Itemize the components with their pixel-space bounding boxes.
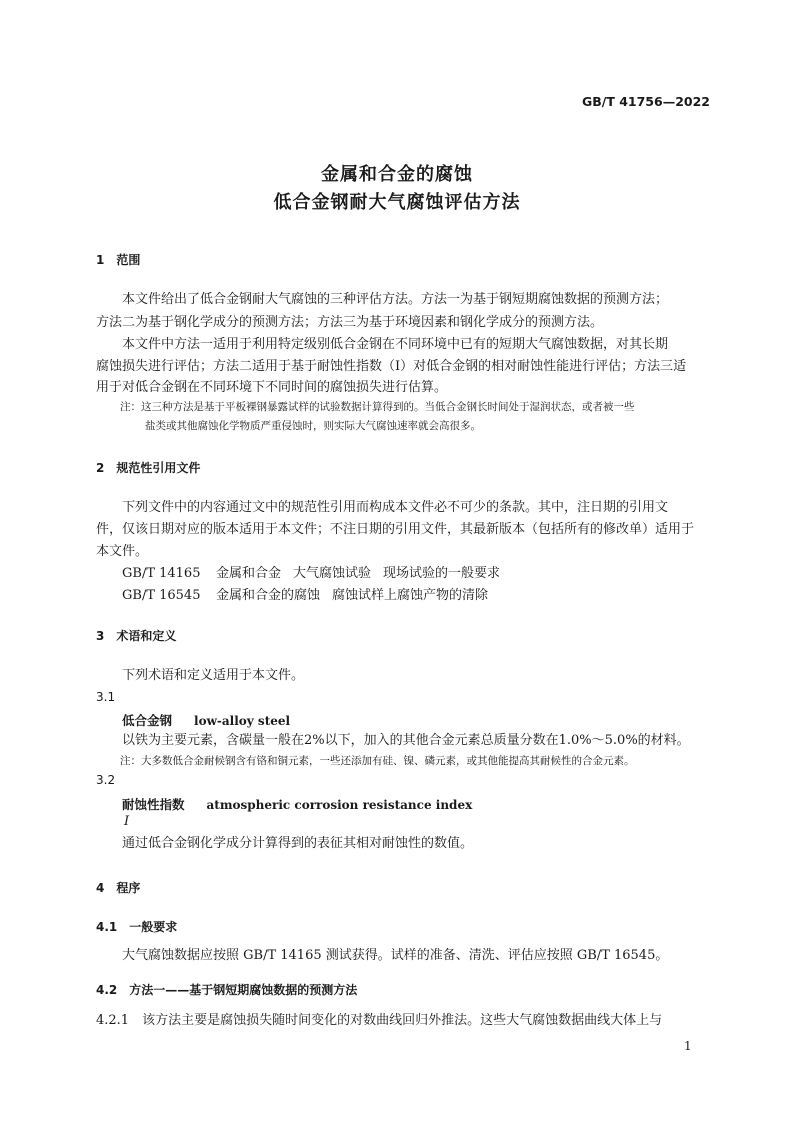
ref-title-part1: 金属和合金 — [216, 566, 282, 581]
doc-title-line1: 金属和合金的腐蚀 — [321, 164, 473, 185]
section-4-heading: 4 程序 — [96, 881, 141, 895]
term-3-1-definition: 以铁为主要元素，含碳量一般在2%以下，加入的其他合金元素总质量分数在1.0%～5.0%的材料。 — [122, 733, 690, 748]
term-3-2-definition: 通过低合金钢化学成分计算得到的表征其相对耐蚀性的数值。 — [122, 836, 474, 851]
term-cn-name: 低合金钢 — [122, 713, 173, 728]
term-3-1-note: 注：大多数低合金耐候钢含有铬和铜元素，一些还添加有硅、镍、磷元素，或其他能提高其耐候性的合金元素。 — [120, 755, 635, 767]
section-4-1-heading: 4.1 一般要求 — [96, 920, 178, 934]
term-cn-name: 耐蚀性指数 — [122, 797, 185, 812]
page-number: 1 — [684, 1039, 692, 1053]
normative-reference-1 — [122, 562, 500, 586]
term-3-2-symbol: I — [124, 814, 130, 829]
ref-title-part2: 大气腐蚀试验 — [293, 566, 372, 581]
term-en-name: low-alloy steel — [194, 714, 291, 728]
section-3-heading: 3 术语和定义 — [96, 629, 177, 643]
section-4-2-1-text: 4.2.1 该方法主要是腐蚀损失随时间变化的对数曲线回归外推法。这些大气腐蚀数据曲线大体上与 — [96, 1013, 663, 1028]
term-3-2-number: 3.2 — [96, 773, 116, 787]
sec3-intro: 下列术语和定义适用于本文件。 — [122, 668, 305, 683]
doc-title-line2: 低合金钢耐大气腐蚀评估方法 — [273, 192, 521, 213]
sec1-note-line1: 注：这三种方法是基于平板裸钢暴露试样的试验数据计算得到的。当低合金钢长时间处于湿润状态，或者被一些 — [120, 401, 635, 413]
sec1-note-line2: 盐类或其他腐蚀化学物质严重侵蚀时，则实际大气腐蚀速率就会高很多。 — [145, 420, 481, 432]
sec2-para-line3: 本文件。 — [96, 544, 149, 559]
sec1-para2-line1: 本文件中方法一适用于利用特定级别低合金钢在不同环境中已有的短期大气腐蚀数据，对其长期 — [122, 337, 669, 352]
section-4-2-heading: 4.2 方法一——基于钢短期腐蚀数据的预测方法 — [96, 983, 358, 997]
ref-title-part1: 金属和合金的腐蚀 — [216, 588, 321, 603]
term-3-1-title — [122, 710, 290, 729]
ref-code: GB/T 16545 — [122, 588, 201, 603]
section-1-heading: 1 范围 — [96, 253, 141, 267]
term-en-name: atmospheric corrosion resistance index — [206, 798, 473, 812]
sec1-para1-line2: 方法二为基于钢化学成分的预测方法；方法三为基于环境因素和钢化学成分的预测方法。 — [96, 315, 604, 330]
sec1-para2-line2: 腐蚀损失进行评估；方法二适用于基于耐蚀性指数（I）对低合金钢的相对耐蚀性能进行评估；方法三适 — [96, 359, 687, 374]
sec1-para2-line3: 用于对低合金钢在不同环境下不同时间的腐蚀损失进行估算。 — [96, 380, 448, 395]
term-3-2-title — [122, 794, 472, 813]
normative-reference-2 — [122, 584, 488, 608]
sec1-para1-line1: 本文件给出了低合金钢耐大气腐蚀的三种评估方法。方法一为基于钢短期腐蚀数据的预测方法； — [122, 292, 669, 307]
section-2-heading: 2 规范性引用文件 — [96, 461, 201, 475]
term-3-1-number: 3.1 — [96, 690, 116, 704]
ref-title-part2: 腐蚀试样上腐蚀产物的清除 — [332, 588, 489, 603]
ref-title-part3: 现场试验的一般要求 — [383, 566, 501, 581]
ref-code: GB/T 14165 — [122, 566, 201, 581]
standard-number: GB/T 41756—2022 — [581, 94, 710, 109]
sec2-para-line2: 件，仅该日期对应的版本适用于本文件；不注日期的引用文件，其最新版本（包括所有的修改单）适用于 — [96, 522, 695, 537]
sec2-para-line1: 下列文件中的内容通过文中的规范性引用而构成本文件必不可少的条款。其中，注日期的引用文 — [122, 500, 669, 515]
section-4-1-text: 大气腐蚀数据应按照 GB/T 14165 测试获得。试样的准备、清洗、评估应按照 GB/T 16545。 — [122, 948, 669, 963]
